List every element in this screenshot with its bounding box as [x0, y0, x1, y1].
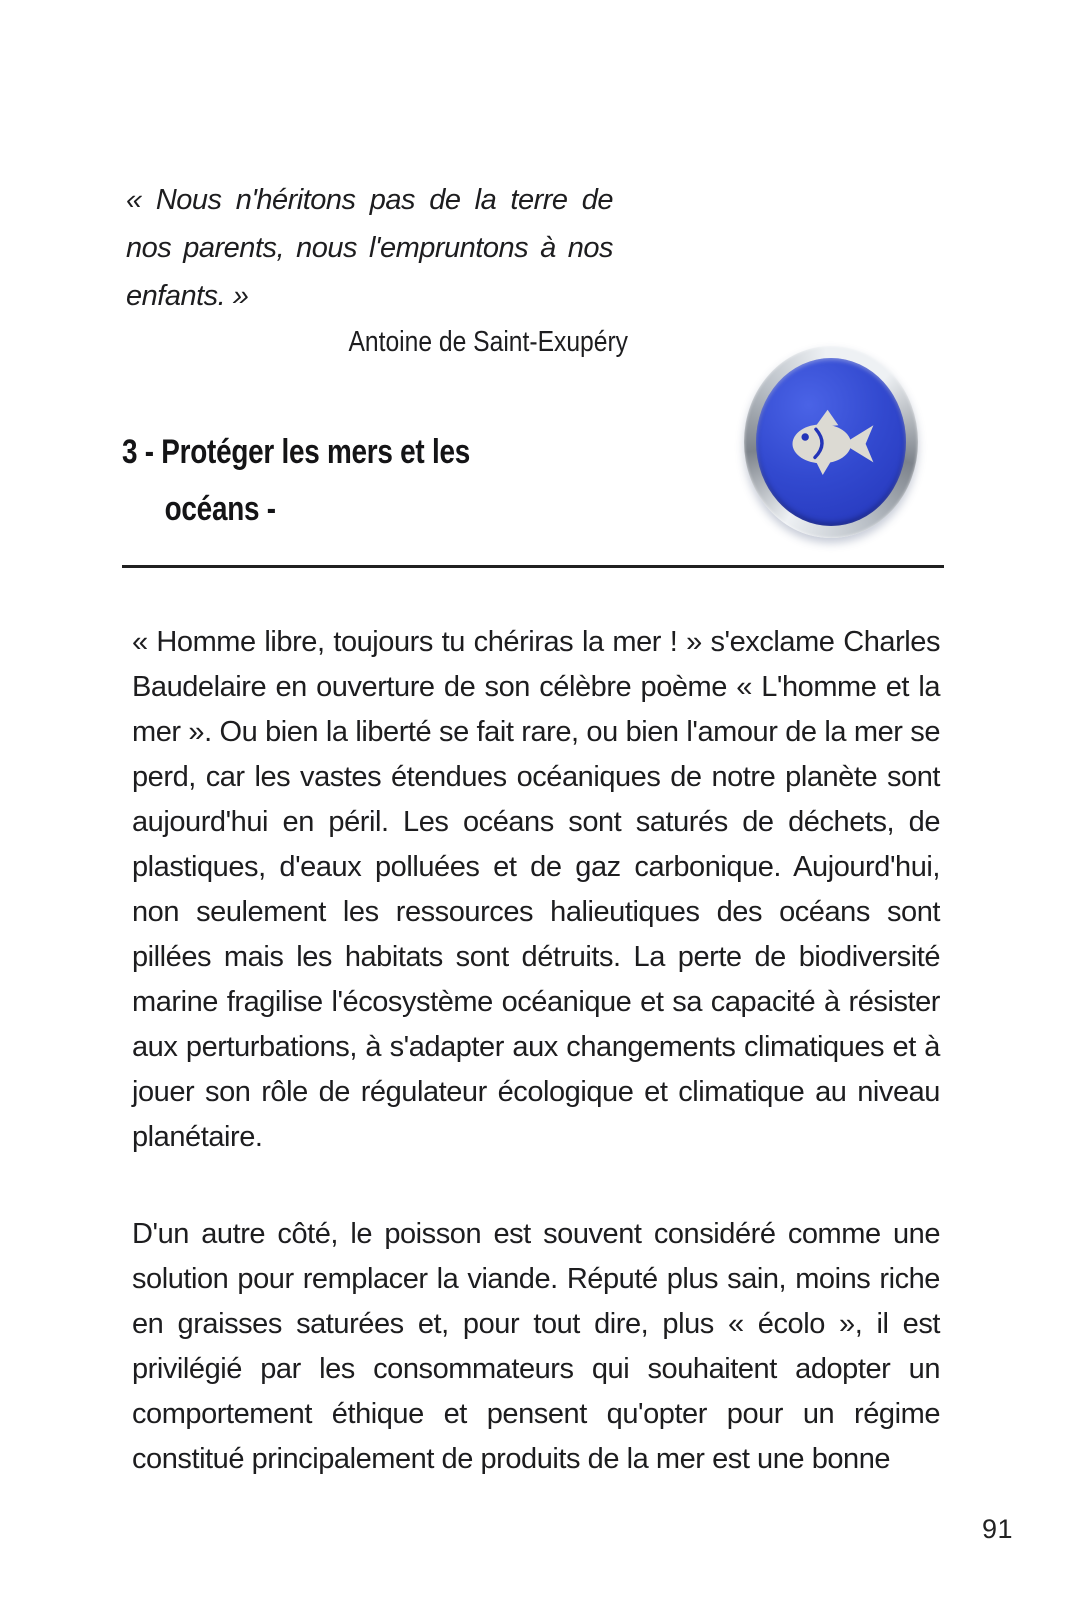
- text-line: « Nous n'héritons pas de la terre de: [126, 184, 613, 216]
- chapter-badge: [744, 346, 918, 538]
- text-line: nos parents, nous l'empruntons à nos: [126, 232, 613, 264]
- paragraph-fish-consumption: D'un autre côté, le poisson est souvent considéré comme une solution pour remplacer la viande. Réputé plus sain, moins riche en graisses saturées et, pour tout dire, plus « écolo », il est privilégié par les consommateurs qui souhaitent adopter un comportement éthique et pensent qu'opter pour un régime constitué principalement de produits de la mer est une bonne: [132, 1218, 940, 1475]
- page-number: 91: [982, 1514, 1014, 1544]
- chapter-heading-line2: océans -: [164, 490, 276, 528]
- heading-divider: [122, 565, 944, 568]
- quote-attribution: Antoine de Saint-Exupéry: [348, 326, 628, 358]
- text-line: enfants. »: [126, 280, 249, 312]
- chapter-heading-line1: 3 - Protéger les mers et les: [122, 433, 470, 471]
- fish-icon: [756, 358, 906, 526]
- chapter-heading: [122, 424, 470, 538]
- epigraph-quote: [126, 176, 613, 320]
- paragraph-intro-oceans: « Homme libre, toujours tu chériras la mer ! » s'exclame Charles Baudelaire en ouverture de son célèbre poème « L'homme et la mer ». Ou bien la liberté se fait rare, ou bien l'amour de la mer se perd, car les vastes étendues océaniques de notre planète sont aujourd'hui en péril. Les océans sont saturés de déchets, de plastiques, d'eaux polluées et de gaz carbonique. Aujourd'hui, non seulement les ressources halieutiques des océans sont pillées mais les habitats sont détruits. La perte de biodiversité marine fragilise l'écosystème océanique et sa capacité à résister aux perturbations, à s'adapter aux changements climatiques et à jouer son rôle de régulateur écologique et climatique au niveau planétaire.: [132, 626, 940, 1153]
